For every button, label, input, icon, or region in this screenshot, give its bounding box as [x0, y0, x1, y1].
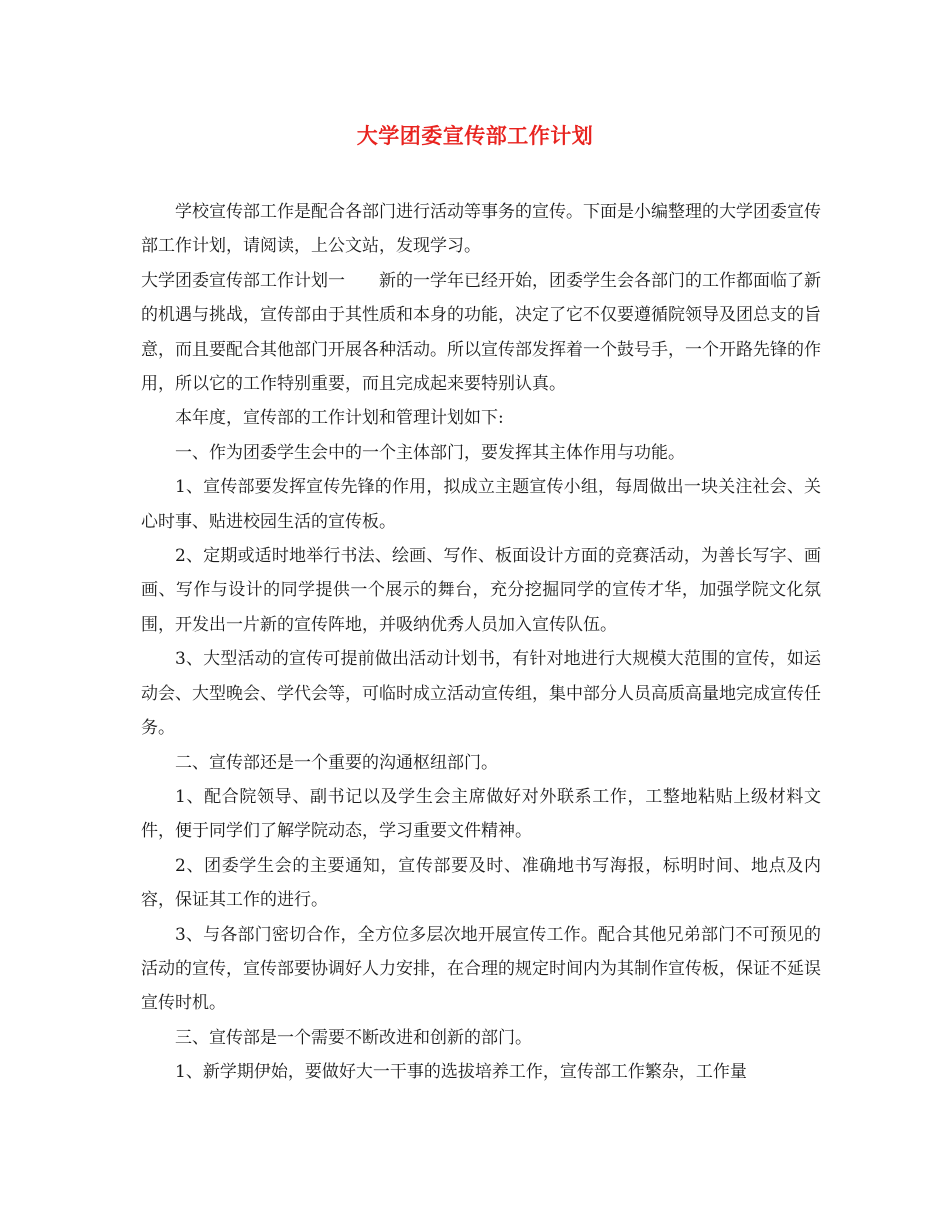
- plan-heading: 大学团委宣传部工作计划一: [141, 270, 345, 291]
- intro-paragraph: 学校宣传部工作是配合各部门进行活动等事务的宣传。下面是小编整理的大学团委宣传部工作计划，请阅读，上公文站，发现学习。: [141, 202, 821, 257]
- section-2-item-1: 1、配合院领导、副书记以及学生会主席做好对外联系工作，工整地粘贴上级材料文件，便于同学们了解学院动态，学习重要文件精神。: [141, 786, 821, 842]
- document-body: [141, 195, 821, 1090]
- section-3-item-1: 1、新学期伊始，要做好大一干事的选拔培养工作，宣传部工作繁杂，工作量: [175, 1062, 747, 1083]
- document-title: 大学团委宣传部工作计划: [356, 123, 594, 148]
- section-1-item-1: 1、宣传部要发挥宣传先锋的作用，拟成立主题宣传小组，每周做出一块关注社会、关心时事、贴进校园生活的宣传板。: [141, 477, 821, 532]
- section-3-heading: 三、宣传部是一个需要不断改进和创新的部门。: [175, 1027, 532, 1048]
- section-1-item-2: 2、定期或适时地举行书法、绘画、写作、板面设计方面的竞赛活动，为善长写字、画画、写作与设计的同学提供一个展示的舞台，充分挖掘同学的宣传才华，加强学院文化氛围，开发出一片新的宣传阵地，并吸纳优秀人员加入宣传队伍。: [141, 546, 821, 635]
- section-2-item-3: 3、与各部门密切合作，全方位多层次地开展宣传工作。配合其他兄弟部门不可预见的活动的宣传，宣传部要协调好人力安排，在合理的规定时间内为其制作宣传板，保证不延误宣传时机。: [141, 924, 821, 1014]
- section-1-heading: 一、作为团委学生会中的一个主体部门，要发挥其主体作用与功能。: [175, 442, 685, 463]
- plan-opening: 新的一学年已经开始，团委学生会各部门的工作都面临了新的机遇与挑战，宣传部由于其性质和本身的功能，决定了它不仅要遵循院领导及团总支的旨意，而且要配合其他部门开展各种活动。所以宣传部发挥着一个鼓号手，一个开路先锋的作用，所以它的工作特别重要，而且完成起来要特别认真。: [141, 270, 821, 395]
- section-2-heading: 二、宣传部还是一个重要的沟通枢纽部门。: [175, 752, 498, 773]
- plan-intro: 本年度，宣传部的工作计划和管理计划如下:: [175, 408, 504, 429]
- section-2-item-2: 2、团委学生会的主要通知，宣传部要及时、准确地书写海报，标明时间、地点及内容，保证其工作的进行。: [141, 855, 821, 911]
- section-1-item-3: 3、大型活动的宣传可提前做出活动计划书，有针对地进行大规模大范围的宣传，如运动会、大型晚会、学代会等，可临时成立活动宣传组，集中部分人员高质高量地完成宣传任务。: [141, 649, 821, 739]
- plan-paragraph: [141, 264, 821, 402]
